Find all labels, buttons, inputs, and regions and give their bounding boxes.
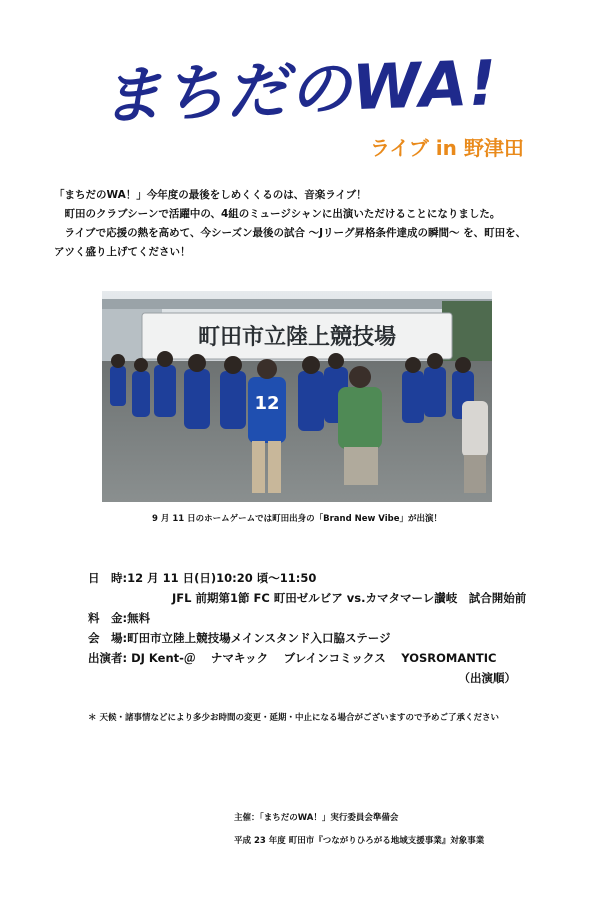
footer-organizer: 主催：「まちだのWA！」実行委員会準備会 bbox=[234, 813, 399, 823]
detail-performers: 出演者: DJ Kent-＠ ナマキック ブレインコミックス YOSROMANTIC bbox=[88, 651, 497, 665]
detail-order: （出演順） bbox=[458, 671, 516, 685]
intro-line: 「まちだのWA！」今年度の最後をしめくくるのは、音楽ライブ！ bbox=[54, 189, 367, 201]
stadium-sign: 町田市立陸上競技場 bbox=[197, 325, 397, 350]
jersey-number: 12 bbox=[254, 393, 280, 414]
event-logo: まちだのWA! bbox=[99, 46, 499, 133]
intro-line: ライブで応援の熱を高めて、今シーズン最後の試合 ～Jリーグ昇格条件達成の瞬間～ を、町田を、 bbox=[54, 227, 527, 239]
detail-venue: 会 場:町田市立陸上競技場メインスタンド入口脇ステージ bbox=[88, 631, 391, 645]
intro-line: 町田のクラブシーンで活躍中の、4組のミュージシャンに出演いただけることになりました。 bbox=[54, 208, 501, 220]
photo-caption: 9 月 11 日のホームゲームでは町田出身の「Brand New Vibe」が出演！ bbox=[151, 514, 442, 524]
detail-fee: 料 金:無料 bbox=[88, 611, 151, 625]
event-photo bbox=[102, 291, 492, 502]
detail-datetime: 日 時:12 月 11 日(日)10:20 頃～11:50 bbox=[88, 571, 317, 585]
notice-text: ＊ 天候・諸事情などにより多少お時間の変更・延期・中止になる場合がございますので予めご了承ください bbox=[88, 713, 499, 723]
intro-line: アツく盛り上げてください！ bbox=[54, 246, 191, 258]
intro-text bbox=[54, 186, 554, 262]
event-details bbox=[88, 568, 528, 688]
footer-project: 平成 23 年度 町田市『つながりひろがる地域支援事業』対象事業 bbox=[234, 836, 485, 846]
event-subtitle: ライブ in 野津田 bbox=[370, 136, 524, 160]
footer bbox=[234, 807, 484, 853]
detail-match: JFL 前期第1節 FC 町田ゼルビア vs.カマタマーレ讃岐 試合開始前 bbox=[172, 591, 527, 605]
